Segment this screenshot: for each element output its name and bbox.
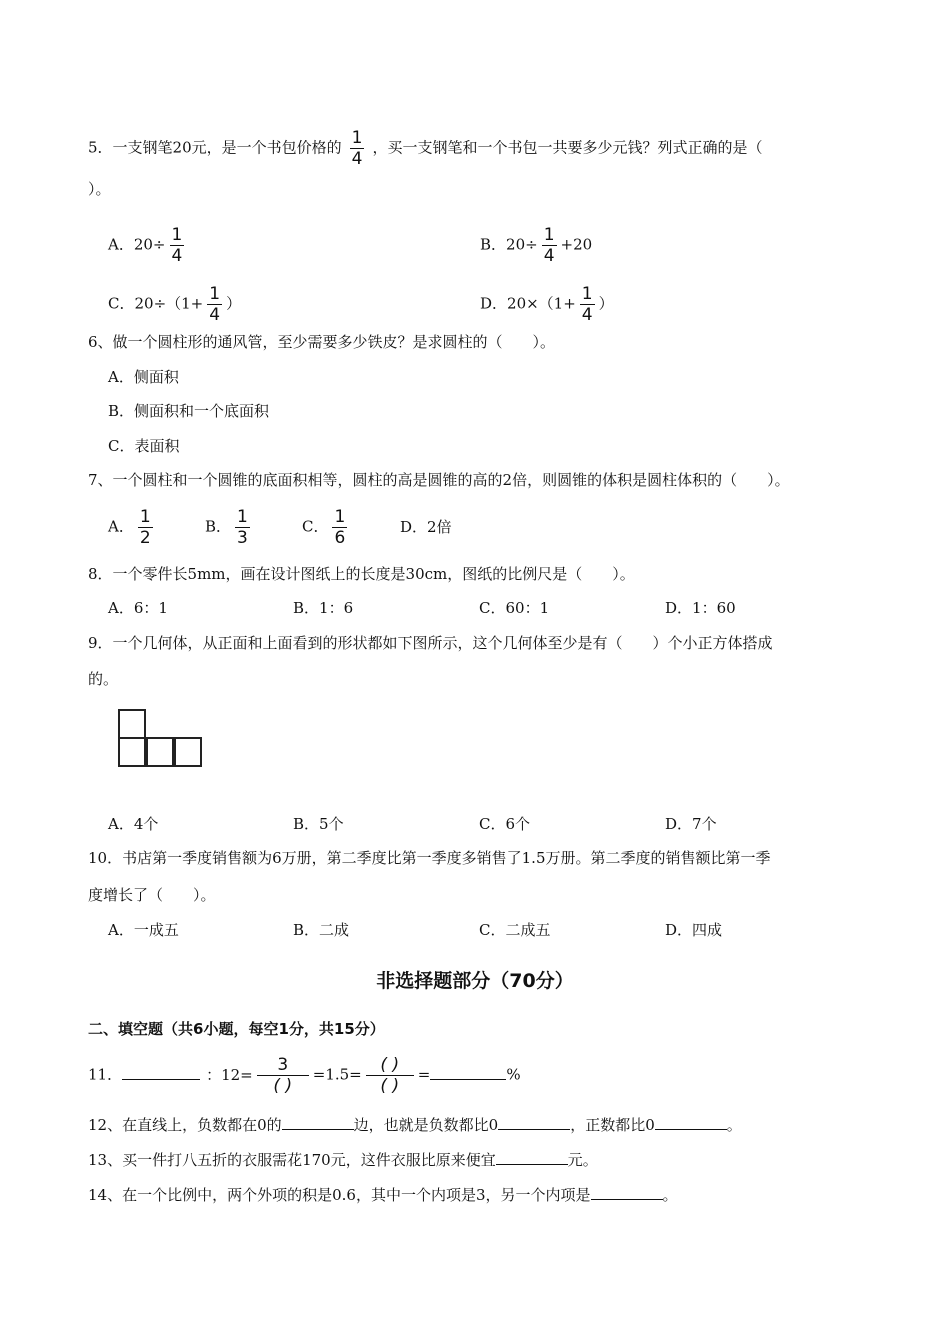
q12-line: [88, 1113, 742, 1135]
fraction-denominator[interactable]: ( ): [380, 1076, 400, 1096]
q14-line: [88, 1183, 678, 1205]
option-fraction: [580, 284, 595, 325]
fraction-numerator: 1: [351, 128, 363, 148]
q11-label: 11．: [88, 1065, 123, 1084]
fraction-numerator: 1: [139, 507, 151, 527]
fraction-numerator: 1: [543, 225, 555, 245]
q13-text: 元。: [567, 1151, 598, 1169]
fraction-numerator: 1: [171, 225, 183, 245]
q13-text: 13、买一件打八五折的衣服需花170元，这件衣服比原来便宜: [88, 1151, 496, 1169]
option-fraction: [138, 507, 153, 548]
q11-fraction-2: [366, 1055, 414, 1096]
cube-square: [146, 737, 174, 767]
q9-option-a[interactable]: A．4个: [108, 815, 159, 833]
fraction-denominator: 4: [209, 305, 221, 325]
q5-fraction: [350, 128, 365, 169]
q10-option-a[interactable]: A．一成五: [108, 921, 179, 939]
option-text-post: ）: [598, 294, 614, 313]
part-heading: 非选择题部分（70分）: [376, 970, 574, 992]
q5-option-b[interactable]: [480, 225, 592, 266]
q6-option-a[interactable]: A．侧面积: [108, 368, 179, 386]
q14-text: 。: [662, 1186, 678, 1204]
fraction-denominator: 4: [543, 246, 555, 266]
q5-option-d[interactable]: [480, 284, 614, 325]
q8-option-a[interactable]: A．6：1: [108, 599, 168, 617]
q11-line: [88, 1055, 521, 1096]
q11-text: ：12=: [206, 1065, 253, 1084]
q12-text: 12、在直线上，负数都在0的: [88, 1116, 282, 1134]
option-text: D．20×（1+: [480, 294, 576, 313]
option-label: A．: [108, 517, 134, 536]
q8-stem: 8．一个零件长5mm，画在设计图纸上的长度是30cm，图纸的比例尺是（ ）。: [88, 565, 635, 583]
option-text: C．20÷（1+: [108, 294, 204, 313]
q7-option-b[interactable]: [205, 507, 254, 548]
section-title: 二、填空题（共6小题，每空1分，共15分）: [88, 1020, 385, 1038]
q9-option-d[interactable]: D．7个: [665, 815, 717, 833]
answer-blank[interactable]: [655, 1113, 727, 1130]
q9-option-c[interactable]: C．6个: [479, 815, 531, 833]
option-text: B．20÷: [480, 235, 538, 254]
q10-stem-cont: 度增长了（ ）。: [88, 886, 216, 904]
fraction-denominator: 4: [171, 246, 183, 266]
q12-text: 。: [726, 1116, 742, 1134]
q10-stem: 10．书店第一季度销售额为6万册，第二季度比第一季度多销售了1.5万册。第二季度的销售额比第一季: [88, 849, 771, 867]
answer-blank[interactable]: [430, 1063, 506, 1080]
q11-text: =: [417, 1065, 431, 1084]
cube-square: [118, 737, 146, 767]
fraction-denominator[interactable]: ( ): [273, 1076, 293, 1096]
answer-blank[interactable]: [498, 1113, 570, 1130]
q10-option-c[interactable]: C．二成五: [479, 921, 551, 939]
q5-option-c[interactable]: [108, 284, 241, 325]
q11-fraction-1: [257, 1055, 309, 1096]
fraction-numerator: 1: [237, 507, 248, 527]
answer-blank[interactable]: [122, 1063, 200, 1080]
fraction-numerator: 1: [209, 284, 221, 304]
q5-text-pre: 5．一支钢笔20元，是一个书包价格的: [88, 138, 342, 157]
percent-sign: %: [506, 1065, 521, 1084]
q12-text: 边，也就是负数都比0: [353, 1116, 499, 1134]
q7-option-c[interactable]: [302, 507, 351, 548]
cube-square: [174, 737, 202, 767]
fraction-numerator: 3: [277, 1055, 289, 1075]
fraction-denominator: 4: [351, 149, 363, 169]
fraction-denominator: 3: [237, 528, 248, 548]
option-label: C．: [302, 517, 329, 536]
q5-stem-cont: ）。: [88, 180, 111, 198]
fraction-denominator: 6: [334, 528, 346, 548]
option-fraction: [235, 507, 250, 548]
q5-stem: [88, 128, 762, 169]
answer-blank[interactable]: [591, 1183, 663, 1200]
q7-option-d[interactable]: D．2倍: [400, 518, 452, 536]
q9-stem-cont: 的。: [88, 670, 119, 688]
q9-option-b[interactable]: B．5个: [293, 815, 344, 833]
q10-option-d[interactable]: D．四成: [665, 921, 723, 939]
q11-text: =1.5=: [312, 1065, 362, 1084]
option-fraction: [332, 507, 347, 548]
fraction-denominator: 2: [139, 528, 151, 548]
option-fraction: [207, 284, 222, 325]
option-text: A．20÷: [108, 235, 166, 254]
option-text-post: ）: [226, 294, 242, 313]
q14-text: 14、在一个比例中，两个外项的积是0.6，其中一个内项是3，另一个内项是: [88, 1186, 591, 1204]
q8-option-c[interactable]: C．60：1: [479, 599, 550, 617]
option-text-post: +20: [560, 235, 593, 254]
cube-square: [118, 709, 146, 739]
fraction-numerator: 1: [581, 284, 593, 304]
option-fraction: [542, 225, 557, 266]
q5-option-a[interactable]: [108, 225, 188, 266]
fraction-denominator: 4: [581, 305, 593, 325]
q6-stem: 6、做一个圆柱形的通风管，至少需要多少铁皮？是求圆柱的（ ）。: [88, 333, 556, 351]
q7-stem: 7、一个圆柱和一个圆锥的底面积相等，圆柱的高是圆锥的高的2倍，则圆锥的体积是圆柱体积的（ ）。: [88, 471, 790, 489]
q8-option-b[interactable]: B．1：6: [293, 599, 354, 617]
q5-text-post: ，买一支钢笔和一个书包一共要多少元钱？列式正确的是（: [372, 138, 763, 157]
q6-option-c[interactable]: C．表面积: [108, 437, 180, 455]
fraction-numerator[interactable]: ( ): [380, 1055, 400, 1075]
fraction-numerator: 1: [334, 507, 346, 527]
q8-option-d[interactable]: D．1：60: [665, 599, 736, 617]
q13-line: [88, 1148, 598, 1170]
option-label: B．: [205, 517, 232, 536]
answer-blank[interactable]: [496, 1148, 568, 1165]
answer-blank[interactable]: [282, 1113, 354, 1130]
option-fraction: [170, 225, 185, 266]
q10-option-b[interactable]: B．二成: [293, 921, 350, 939]
q6-option-b[interactable]: B．侧面积和一个底面积: [108, 402, 270, 420]
q9-stem: 9．一个几何体，从正面和上面看到的形状都如下图所示，这个几何体至少是有（ ）个小正方体搭成: [88, 634, 773, 652]
q12-text: ，正数都比0: [570, 1116, 655, 1134]
q7-option-a[interactable]: [108, 507, 157, 548]
